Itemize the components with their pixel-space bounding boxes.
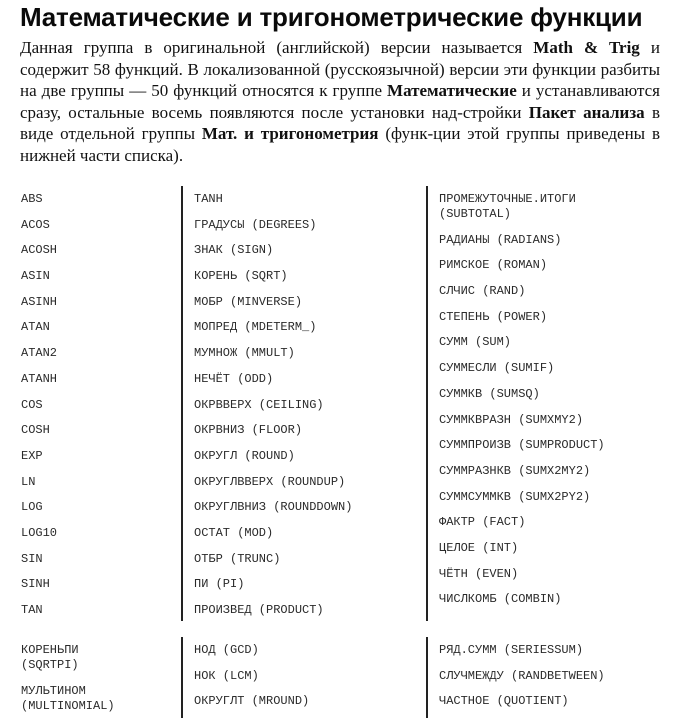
function-name: ЦЕЛОЕ (INT) [439, 540, 519, 555]
function-name: ACOSH [21, 243, 58, 258]
function-column-1 [21, 637, 176, 718]
function-name: ЧАСТНОЕ (QUOTIENT) [439, 694, 569, 709]
function-column-1 [21, 186, 176, 621]
intro-text: в виде отдельной группы [20, 102, 660, 144]
function-name: МОБР (MINVERSE) [194, 294, 303, 309]
function-name: НОК (LCM) [194, 668, 259, 683]
function-name: СТЕПЕНЬ (POWER) [439, 309, 548, 324]
function-name: МОПРЕД (MDETERM_) [194, 320, 317, 335]
function-name: ЧИСЛКОМБ (COMBIN) [439, 592, 562, 607]
function-name: НЕЧЁТ (ODD) [194, 371, 274, 386]
function-name: ОКРВВЕРХ (CEILING) [194, 397, 324, 412]
intro-text: Данная группа в оригинальной (английской) версии называется [20, 38, 534, 57]
function-name: СУММРАЗНКВ (SUMX2MY2) [439, 463, 591, 478]
function-name: ФАКТР (FACT) [439, 515, 526, 530]
function-list [194, 186, 421, 618]
function-name: LOG [21, 500, 43, 515]
function-name: ОТБР (TRUNC) [194, 551, 281, 566]
function-column-3 [426, 637, 681, 718]
intro-bold-analysis-group: Мат. и тригонометрия [201, 124, 379, 144]
function-name: LN [21, 474, 36, 489]
intro-bold-math-trig: Math & Trig [533, 38, 640, 57]
function-name: ЗНАК (SIGN) [194, 243, 274, 258]
function-list [21, 637, 176, 714]
function-name: ПРОМЕЖУТОЧНЫЕ.ИТОГИ (SUBTOTAL) [439, 192, 576, 221]
math-functions-section [0, 186, 681, 621]
function-name: СЛЧИС (RAND) [439, 284, 526, 299]
function-name: КОРЕНЬПИ (SQRTPI) [21, 643, 79, 672]
function-name: СУММКВРАЗН (SUMXMY2) [439, 412, 584, 427]
intro-text: и содержит 58 функций. В локализованной (русскоязычной) версии эти функции разбиты на две группы — 50 функций относятся к группе [20, 38, 660, 101]
function-name: КОРЕНЬ (SQRT) [194, 269, 288, 284]
function-name: РАДИАНЫ (RADIANS) [439, 232, 562, 247]
function-column-2 [181, 637, 421, 718]
function-name: ATAN [21, 320, 50, 335]
function-name: МУМНОЖ (MMULT) [194, 346, 295, 361]
intro-paragraph [20, 37, 660, 167]
function-name: ACOS [21, 217, 50, 232]
function-list [439, 637, 681, 709]
function-name: ПИ (PI) [194, 577, 245, 592]
function-list [439, 186, 681, 607]
function-name: СУММ (SUM) [439, 335, 512, 350]
function-name: ОКРУГЛВВЕРХ (ROUNDUP) [194, 474, 346, 489]
function-name: TAN [21, 603, 43, 617]
intro-text: (функ-ции этой группы приведены в нижней части списка). [20, 124, 660, 165]
function-name: СЛУЧМЕЖДУ (RANDBETWEEN) [439, 668, 605, 683]
function-name: СУММЕСЛИ (SUMIF) [439, 361, 555, 376]
function-name: ASINH [21, 294, 58, 309]
function-name: TANH [194, 192, 223, 206]
intro-text: и устанавливаются сразу, остальные восемь появляются после установки над-стройки [20, 81, 660, 122]
function-name: ОКРУГЛТ (MROUND) [194, 694, 310, 709]
function-name: ОКРУГЛВНИЗ (ROUNDDOWN) [194, 500, 353, 515]
page-title: Математические и тригонометрические функции [20, 2, 643, 32]
function-name: ATAN2 [21, 346, 58, 361]
function-name: SIN [21, 551, 43, 566]
function-name: СУММСУММКВ (SUMX2PY2) [439, 489, 591, 504]
function-name: ГРАДУСЫ (DEGREES) [194, 217, 317, 232]
function-name: ОСТАТ (MOD) [194, 525, 274, 540]
function-name: ЧЁТН (EVEN) [439, 566, 519, 581]
function-list [194, 637, 421, 709]
function-name: COSH [21, 423, 50, 438]
function-name: МУЛЬТИНОМ (MULTINOMIAL) [21, 683, 115, 713]
function-name: ATANH [21, 371, 58, 386]
function-name: ОКРВНИЗ (FLOOR) [194, 423, 303, 438]
function-name: EXP [21, 448, 43, 463]
intro-bold-addin-name: Пакет анализа [528, 102, 645, 122]
function-name: COS [21, 397, 43, 412]
function-name: LOG10 [21, 525, 58, 540]
function-name: СУММКВ (SUMSQ) [439, 386, 540, 401]
function-name: РИМСКОЕ (ROMAN) [439, 258, 548, 273]
function-name: ABS [21, 192, 43, 206]
analysis-functions-section [0, 637, 681, 718]
intro-bold-group-name: Математические [387, 81, 517, 101]
function-name: СУММПРОИЗВ (SUMPRODUCT) [439, 438, 605, 453]
function-column-2 [181, 186, 421, 621]
function-list [21, 186, 176, 618]
function-name: SINH [21, 577, 50, 592]
function-name: РЯД.СУММ (SERIESSUM) [439, 643, 584, 657]
function-name: ОКРУГЛ (ROUND) [194, 448, 295, 463]
function-name: ASIN [21, 269, 50, 284]
function-name: ПРОИЗВЕД (PRODUCT) [194, 603, 324, 617]
function-name: НОД (GCD) [194, 643, 259, 657]
function-column-3 [426, 186, 681, 621]
